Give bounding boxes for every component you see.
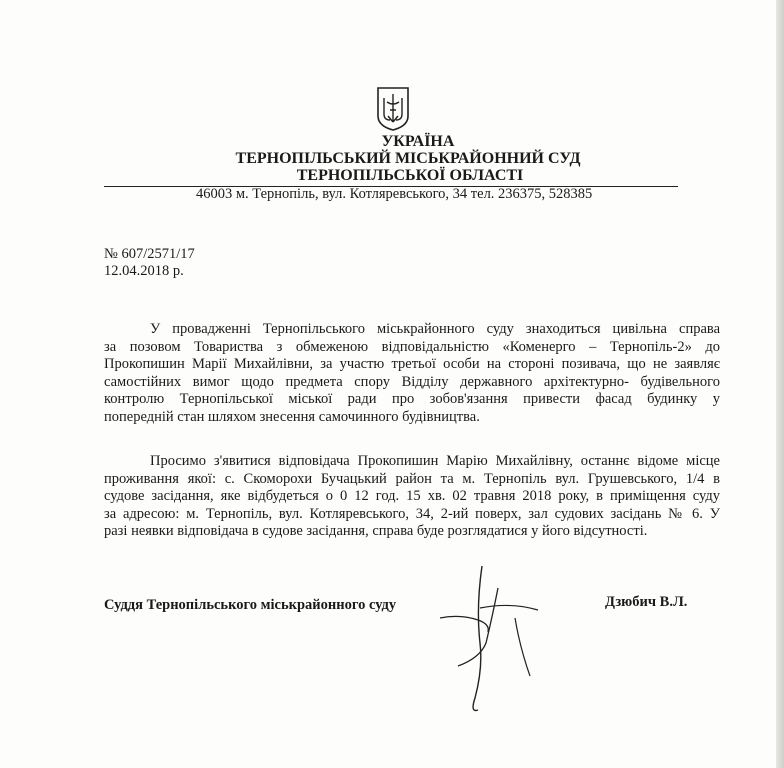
- judge-name: Дзюбич В.Л.: [605, 594, 688, 610]
- paragraph-line: проживання якої: с. Скоморохи Бучацький район та м. Тернопіль вул. Грушевського, 1/4 в: [104, 470, 720, 487]
- paragraph-line: за адресою: м. Тернопіль, вул. Котляревського, 34, 2-ий поверх, зал судових засідань № 6. У: [104, 505, 720, 522]
- paragraph-line: Просимо з'явитися відповідача Прокопишин Марію Михайлівну, останнє відоме місце: [150, 453, 720, 469]
- paragraph-line: самостійних вимог щодо предмета спору Відділу державного архітектурно- будівельного: [104, 373, 720, 390]
- coat-of-arms-icon: [376, 86, 410, 132]
- paragraph-summons: [104, 453, 720, 541]
- paragraph-line: за позовом Товариства з обмеженою відповідальністю «Коменерго – Тернопіль-2» до: [104, 338, 720, 355]
- letter-date: 12.04.2018 р.: [104, 263, 184, 279]
- paragraph-line: Прокопишин Марії Михайлівни, за участю третьої особи на стороні позивача, що не заявляє: [104, 356, 720, 372]
- paragraph-line: разі неявки відповідача в судове засідання, справа буде розглядатися у його відсутності.: [104, 523, 648, 539]
- header-court-name: ТЕРНОПІЛЬСЬКИЙ МІСЬКРАЙОННИЙ СУД: [235, 150, 581, 167]
- scan-edge-shadow: [776, 0, 784, 768]
- paragraph-line: У провадженні Тернопільського міськрайонного суду знаходиться цивільна справа: [150, 321, 720, 337]
- case-number: № 607/2571/17: [104, 246, 195, 262]
- paragraph-line: контролю Тернопільської міської ради про зобов'язання привести фасад будинку у: [104, 391, 720, 407]
- judge-title: Суддя Тернопільського міськрайонного суду: [104, 597, 397, 613]
- paragraph-line: судове засідання, яке відбудеться о 0 12 год. 15 хв. 02 травня 2018 року, в приміщення суду: [104, 488, 720, 504]
- paragraph-case-description: [104, 321, 720, 426]
- paragraph-line: попередній стан шляхом знесення самочинного будівництва.: [104, 408, 480, 425]
- court-address: 46003 м. Тернопіль, вул. Котляревського, 34 тел. 236375, 528385: [196, 186, 593, 202]
- header-country: УКРАЇНА: [381, 133, 455, 150]
- handwritten-signature-icon: [420, 548, 560, 718]
- header-oblast: ТЕРНОПІЛЬСЬКОЇ ОБЛАСТІ: [296, 167, 524, 184]
